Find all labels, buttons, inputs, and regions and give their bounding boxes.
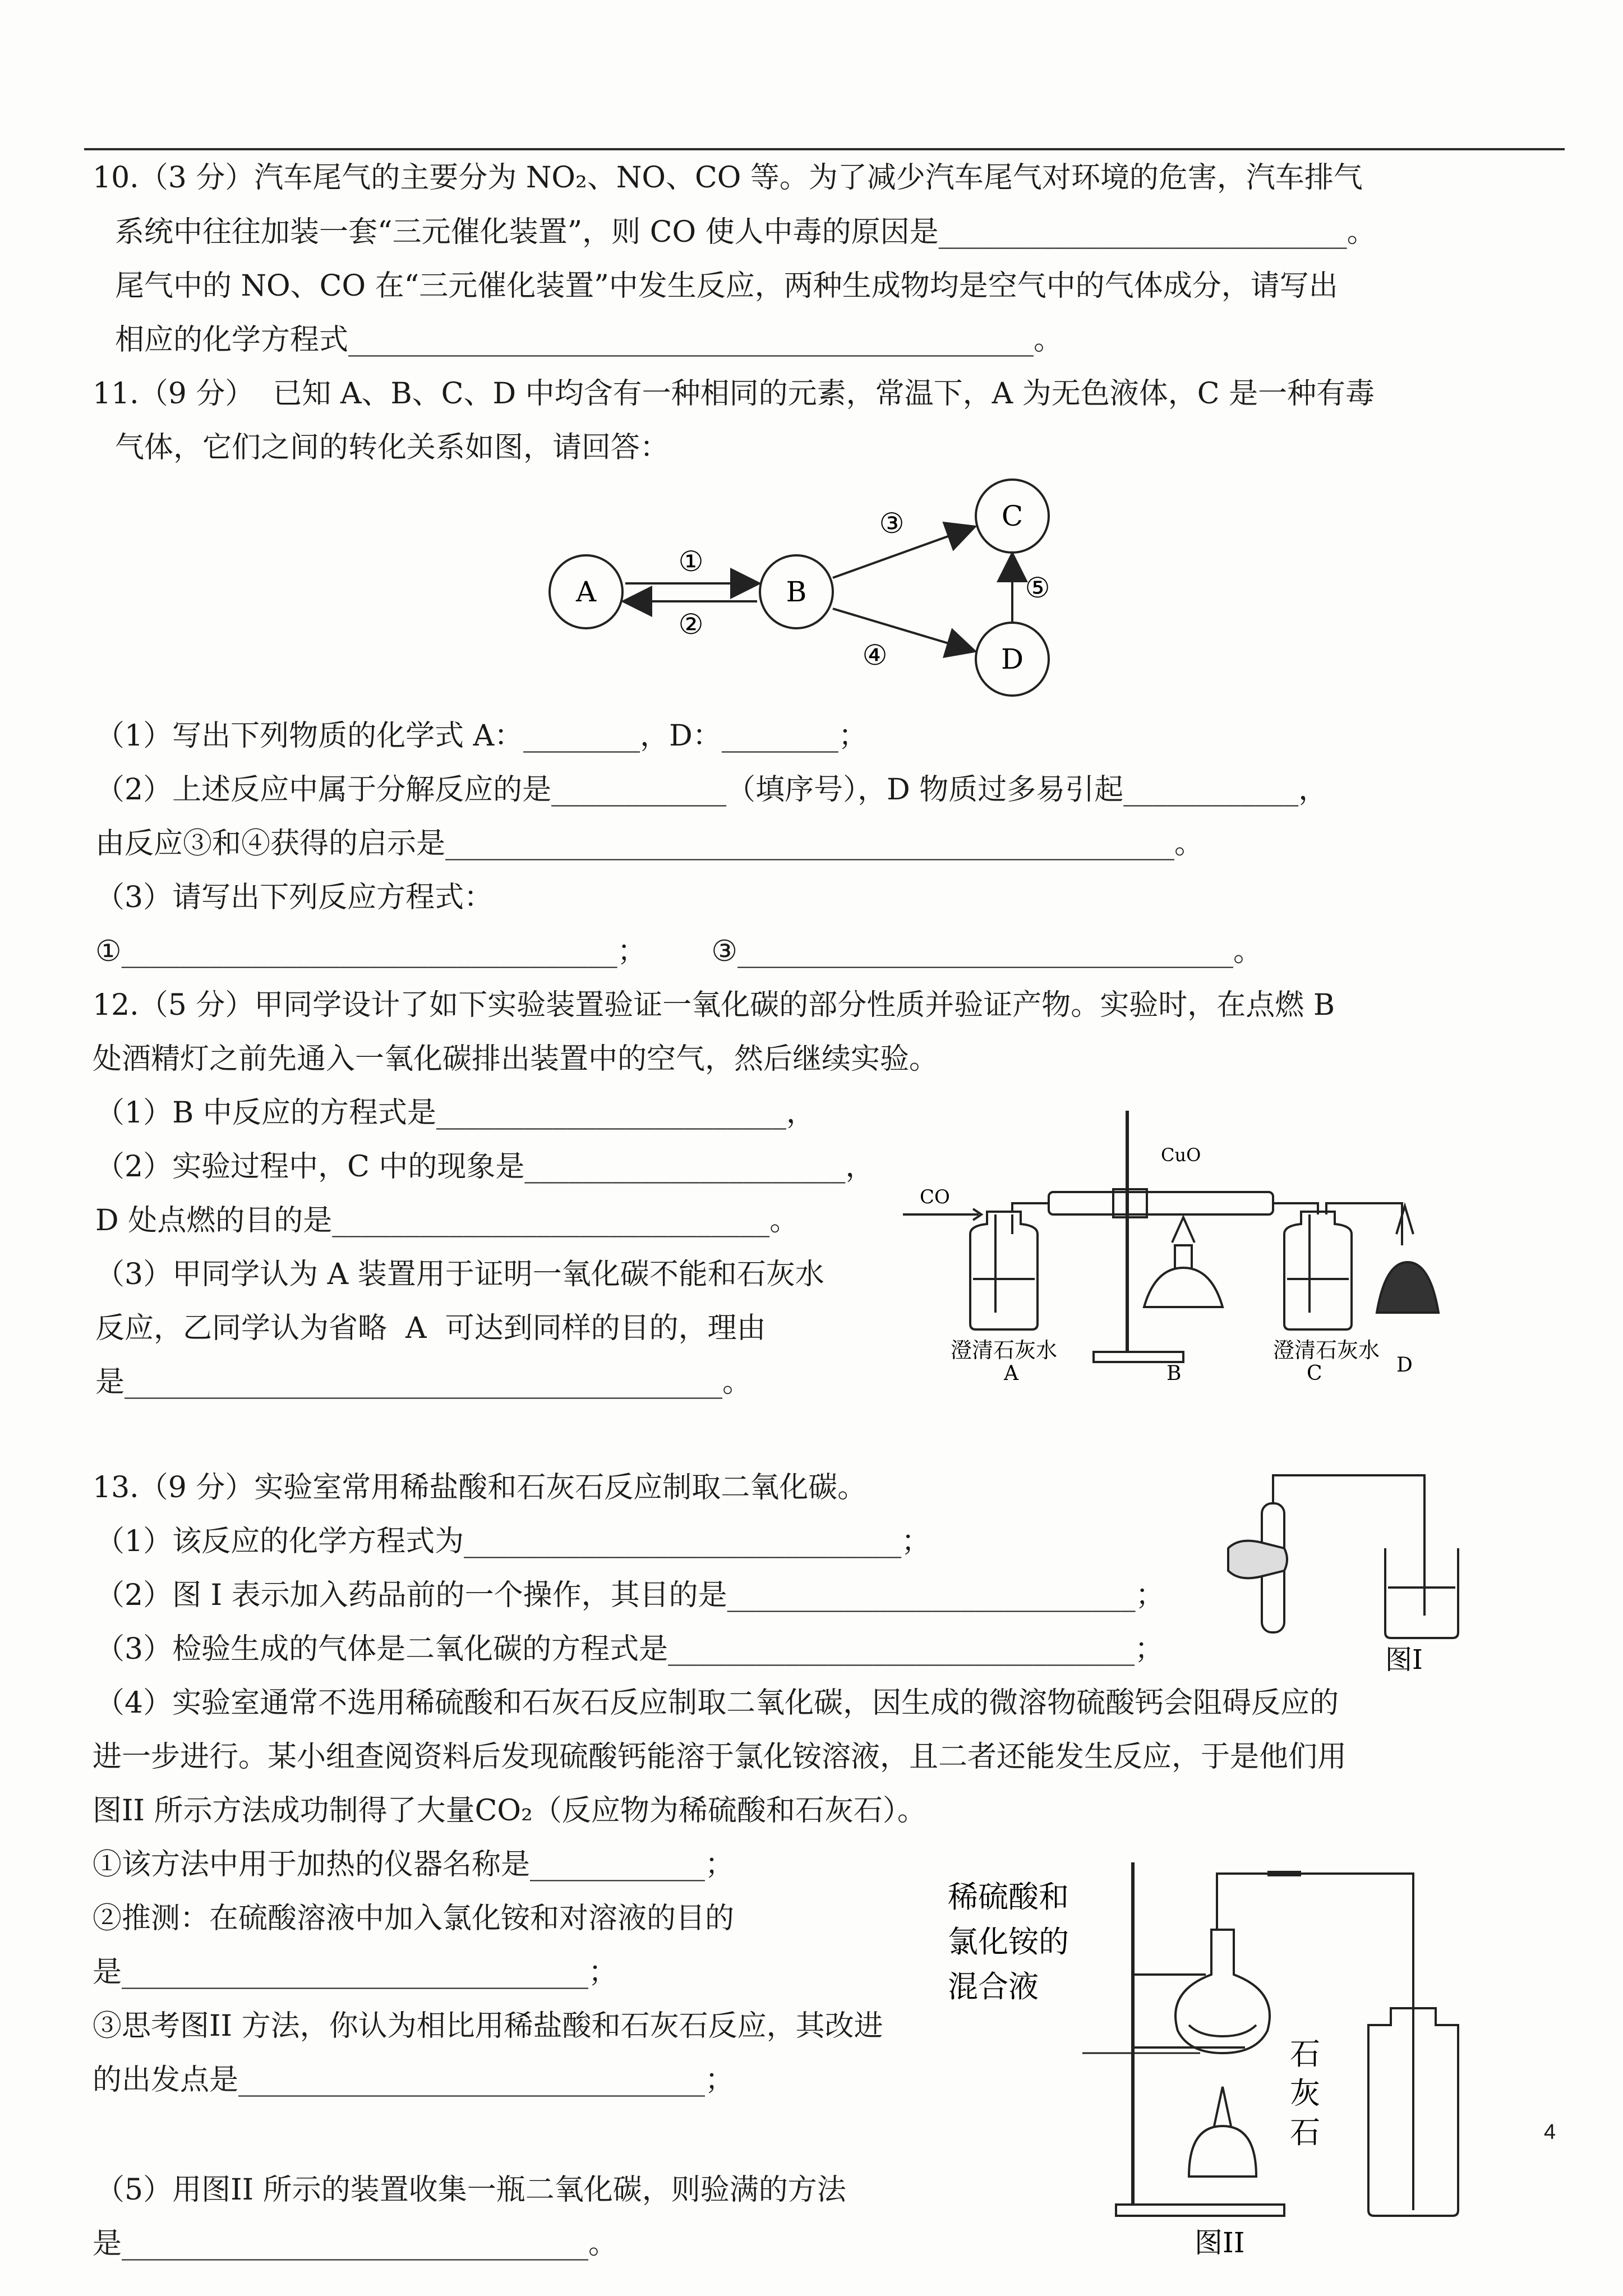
q13-sub-3a: ③思考图II 方法，你认为相比用稀盐酸和石灰石反应，其改进 [93, 2009, 883, 2043]
label-c: C [1307, 1362, 1322, 1385]
burner-b-flame [1172, 1217, 1195, 1243]
fig2-stand-base [1116, 2205, 1284, 2216]
tube-a-b [1012, 1203, 1049, 1212]
page-number: 4 [1543, 2120, 1556, 2144]
fig2-mix-label-3: 混合液 [948, 1969, 1039, 2004]
q13-part-2: （2）图 I 表示加入药品前的一个操作，其目的是____________________________； [95, 1579, 1165, 1612]
q10-line-4: 相应的化学方程式_______________________________________________。 [115, 323, 1063, 357]
figure-2-apparatus [948, 1862, 1514, 2259]
q13-part-4c: 图II 所示方法成功制得了大量CO₂（反应物为稀硫酸和石灰石）。 [93, 1794, 926, 1828]
q13-part-4a: （4）实验室通常不选用稀硫酸和石灰石反应制取二氧化碳，因生成的微溶物硫酸钙会阻碍反应的 [95, 1686, 1339, 1720]
label-a: A [1004, 1362, 1018, 1385]
q10-line-2: 系统中往往加装一套“三元催化装置”，则 CO 使人中毒的原因是____________________________。 [115, 215, 1376, 249]
beaker [1385, 1548, 1458, 1638]
lime-water-c-label: 澄清石灰水 [1273, 1338, 1380, 1363]
q11-line-1: 11.（9 分） 已知 A、B、C、D 中均含有一种相同的元素，常温下，A 为无色液体，C 是一种有毒 [93, 377, 1375, 411]
q13-part-3: （3）检验生成的气体是二氧化碳的方程式是________________________________； [95, 1632, 1164, 1666]
bottle-a [970, 1212, 1038, 1329]
cuo-label: CuO [1161, 1144, 1201, 1166]
q12-part-1: （1）B 中反应的方程式是________________________， [95, 1096, 815, 1130]
header-rule [84, 148, 1565, 150]
burner-d-flame [1396, 1206, 1413, 1234]
flask-liquid [1189, 2025, 1256, 2036]
q13-sub-2a: ②推测：在硫酸溶液中加入氯化铵和对溶液的目的 [93, 1902, 735, 1935]
arrow-5-label: ⑤ [1025, 572, 1050, 604]
q12-line-2: 处酒精灯之前先通入一氧化碳排出装置中的空气，然后继续实验。 [93, 1042, 939, 1076]
q13-line-1: 13.（9 分）实验室常用稀盐酸和石灰石反应制取二氧化碳。 [93, 1471, 867, 1504]
q13-sub-1: ①该方法中用于加热的仪器名称是____________； [93, 1848, 735, 1881]
figure-1-caption: 图I [1385, 1644, 1423, 1676]
q12-part-2: （2）实验过程中，C 中的现象是______________________， [95, 1150, 875, 1184]
burner-b-wick [1175, 1245, 1192, 1268]
iron-stand-base [1094, 1352, 1183, 1362]
arrow-2-label: ② [678, 608, 704, 641]
fig2-mix-label-2: 氯化铵的 [948, 1924, 1069, 1959]
alcohol-lamp [1189, 2126, 1256, 2177]
fig2-stone-label-3: 石 [1290, 2115, 1320, 2150]
node-d-label: D [1000, 643, 1024, 675]
q11-part-2: （2）上述反应中属于分解反应的是____________（填序号），D 物质过多易引起____________， [95, 773, 1328, 807]
label-b: B [1166, 1362, 1182, 1385]
q13-part-4b: 进一步进行。某小组查阅资料后发现硫酸钙能溶于氯化铵溶液，且二者还能发生反应，于是他们用 [93, 1740, 1347, 1774]
q13-part-1: （1）该反应的化学方程式为______________________________； [95, 1525, 931, 1558]
hand [1228, 1541, 1287, 1579]
node-c-label: C [1001, 500, 1023, 532]
q13-part-5b: 是________________________________。 [93, 2227, 618, 2261]
q13-sub-3b: 的出发点是________________________________； [93, 2063, 735, 2097]
q10-line-1: 10.（3 分）汽车尾气的主要分为 NO₂、NO、CO 等。为了减少汽车尾气对环境的危害，汽车排气 [93, 161, 1363, 195]
label-d: D [1396, 1354, 1413, 1377]
q11-conversion-diagram [533, 471, 1071, 707]
bottle-c [1284, 1212, 1352, 1329]
arrow-4 [833, 609, 973, 651]
q12-apparatus [892, 1099, 1453, 1385]
q12-line-1: 12.（5 分）甲同学设计了如下实验装置验证一氧化碳的部分性质并验证产物。实验时，在点燃 B [93, 988, 1335, 1022]
arrow-3-label: ③ [879, 507, 905, 540]
q11-part-2b: 由反应③和④获得的启示是__________________________________________________。 [95, 827, 1204, 861]
lime-water-a-label: 澄清石灰水 [951, 1338, 1058, 1363]
q10-line-3: 尾气中的 NO、CO 在“三元催化装置”中发生反应，两种生成物均是空气中的气体成分，请写出 [115, 269, 1338, 303]
node-a-label: A [575, 576, 597, 608]
delivery-tube [1273, 1475, 1424, 1616]
burner-b [1144, 1268, 1223, 1307]
q12-part-3: （3）甲同学认为 A 装置用于证明一氧化碳不能和石灰水 [95, 1258, 824, 1291]
q11-line-2: 气体，它们之间的转化关系如图，请回答： [115, 431, 670, 464]
arrow-1-label: ① [678, 545, 704, 578]
reaction-tube-b [1049, 1192, 1273, 1214]
co-label: CO [920, 1186, 950, 1208]
q11-part-3: （3）请写出下列反应方程式： [95, 881, 494, 914]
node-b-label: B [786, 576, 807, 608]
q13-part-5a: （5）用图II 所示的装置收集一瓶二氧化碳，则验满的方法 [95, 2173, 846, 2207]
burner-d [1377, 1262, 1438, 1313]
fig2-mix-label-1: 稀硫酸和 [948, 1879, 1069, 1915]
fig2-stone-label-1: 石 [1290, 2036, 1320, 2072]
q13-sub-2b: 是________________________________； [93, 1955, 618, 1989]
fig2-stone-label-2: 灰 [1290, 2076, 1320, 2111]
q11-part-1: （1）写出下列物质的化学式 A：________，D：________； [95, 719, 868, 753]
flask [1175, 1930, 1270, 2053]
figure-2-caption: 图II [1195, 2226, 1245, 2259]
arrow-4-label: ④ [862, 639, 888, 671]
q12-part-3c: 是_________________________________________。 [95, 1365, 751, 1399]
q11-part-3a: ①__________________________________； ③__________________________________。 [95, 935, 1262, 968]
lamp-flame [1214, 2087, 1231, 2126]
q12-part-2b: D 处点燃的目的是______________________________。 [95, 1204, 799, 1237]
q12-part-3b: 反应，乙同学认为省略 A 可达到同样的目的，理由 [95, 1312, 766, 1345]
figure-1-airtightness-check [1217, 1464, 1464, 1676]
stand-clamp [1113, 1189, 1147, 1217]
